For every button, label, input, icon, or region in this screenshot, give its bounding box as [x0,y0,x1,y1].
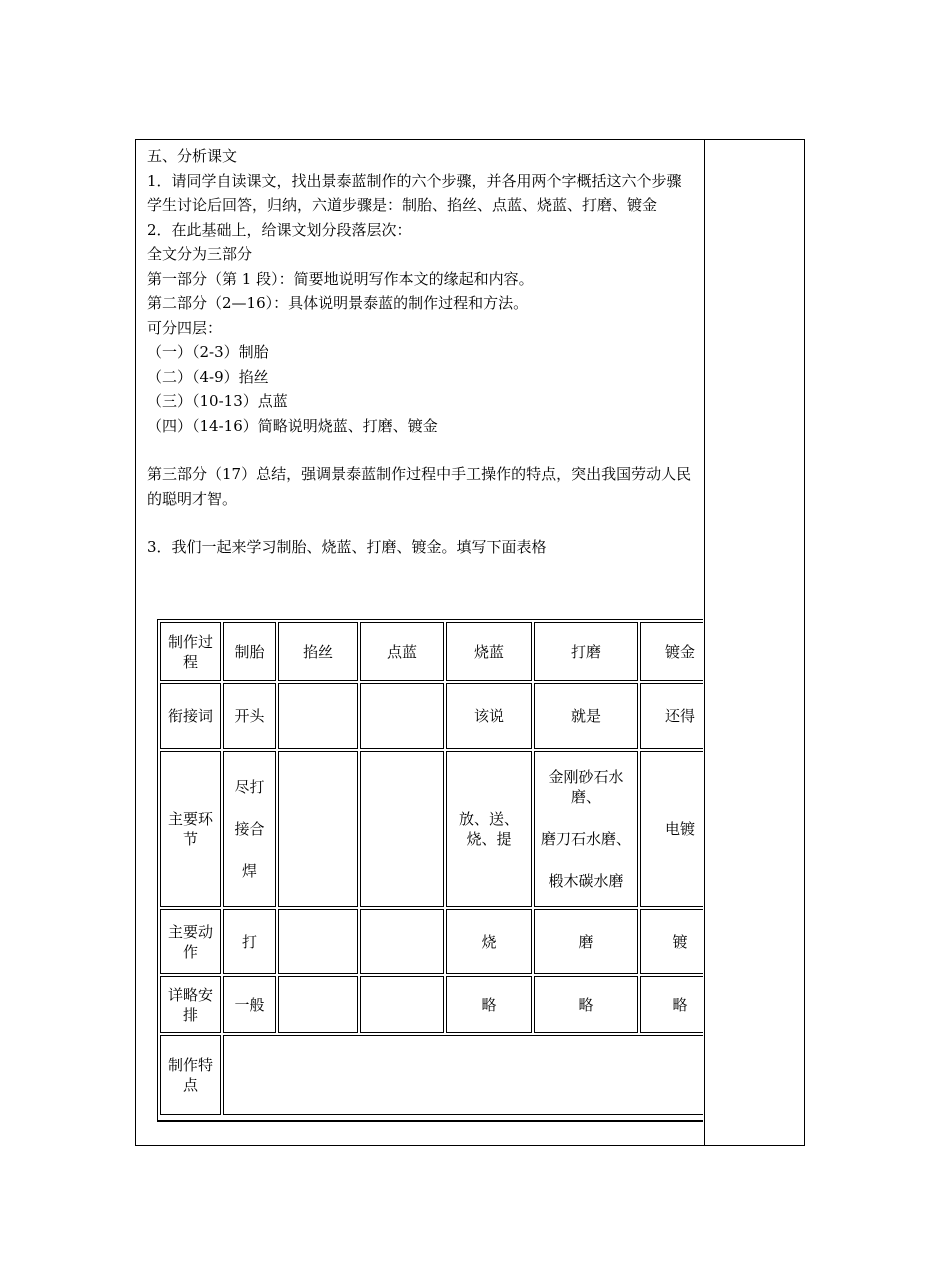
layer-1: （一）（2-3）制胎 [147,343,269,361]
table-cell [278,683,358,749]
question-1: 1．请同学自读课文，找出景泰蓝制作的六个步骤，并各用两个字概括这六个步骤 [147,171,682,190]
column-header-cell: 掐丝 [278,622,358,681]
table-cell: 略 [446,976,532,1033]
cell-line: 尽打 [234,778,265,796]
column-header-cell: 打磨 [534,622,638,681]
table-cell: 开头 [223,683,276,749]
layers-intro: 可分四层： [147,318,223,337]
table-cell: 略 [640,976,703,1033]
question-3: 3．我们一起来学习制胎、烧蓝、打磨、镀金。填写下面表格 [147,538,547,556]
cell-line: 磨刀石水磨、 [540,830,631,848]
row-header-cell: 制作特点 [160,1035,221,1115]
row-header-cell: 主要环节 [160,751,221,907]
table-cell [278,751,358,907]
row-header-cell: 主要动作 [160,909,221,974]
table-cell [278,909,358,974]
layer-4: （四）（14-16）简略说明烧蓝、打磨、镀金 [147,416,438,435]
question-2: 2．在此基础上，给课文划分段落层次： [147,220,412,239]
column-header-cell: 烧蓝 [446,622,532,681]
column-header-cell: 制胎 [223,622,276,681]
table-cell [360,683,444,749]
cell-line: 接合 [234,820,265,838]
table-cell [534,751,638,907]
table-cell [223,751,276,907]
row-header-cell: 衔接词 [160,683,221,749]
part-3: 第三部分（17）总结，强调景泰蓝制作过程中手工操作的特点，突出我国劳动人民的聪明才智。 [147,465,692,508]
table-cell [360,751,444,907]
table-row [160,1035,703,1115]
lesson-content [147,144,699,560]
table-cell: 还得 [640,683,703,749]
cell-line: 金刚砂石水磨、 [548,768,624,806]
table-row [160,622,703,681]
table-cell [223,1035,703,1115]
layer-2: （二）（4-9）掐丝 [147,367,269,386]
table-cell: 镀 [640,909,703,974]
table-row [160,909,703,974]
table-row [160,976,703,1033]
part-1: 第一部分（第 1 段）：简要地说明写作本文的缘起和内容。 [147,269,534,288]
table-cell: 一般 [223,976,276,1033]
column-divider [704,140,705,1145]
table-cell [278,976,358,1033]
row-header-cell: 详略安排 [160,976,221,1033]
table-cell [360,976,444,1033]
structure-summary: 全文分为三部分 [147,245,253,263]
part-2: 第二部分（2—16）：具体说明景泰蓝的制作过程和方法。 [147,294,529,312]
column-header-cell: 点蓝 [360,622,444,681]
table-cell: 电镀 [640,751,703,907]
column-header-cell: 镀金 [640,622,703,681]
process-table-frame [157,619,703,1122]
process-table [158,620,703,1117]
table-cell: 略 [534,976,638,1033]
table-row [160,751,703,907]
table-cell: 烧 [446,909,532,974]
table-cell [360,909,444,974]
table-cell: 放、送、烧、提 [446,751,532,907]
table-cell: 磨 [534,909,638,974]
table-row [160,683,703,749]
table-cell: 该说 [446,683,532,749]
layer-3: （三）（10-13）点蓝 [147,392,288,410]
cell-line: 椴木碳水磨 [548,872,624,890]
table-cell: 打 [223,909,276,974]
answer-1: 学生讨论后回答，归纳，六道步骤是：制胎、掐丝、点蓝、烧蓝、打磨、镀金 [147,196,658,214]
section-heading: 五、分析课文 [147,147,238,165]
row-header-cell: 制作过程 [160,622,221,681]
table-cell: 就是 [534,683,638,749]
cell-line: 焊 [241,862,257,880]
